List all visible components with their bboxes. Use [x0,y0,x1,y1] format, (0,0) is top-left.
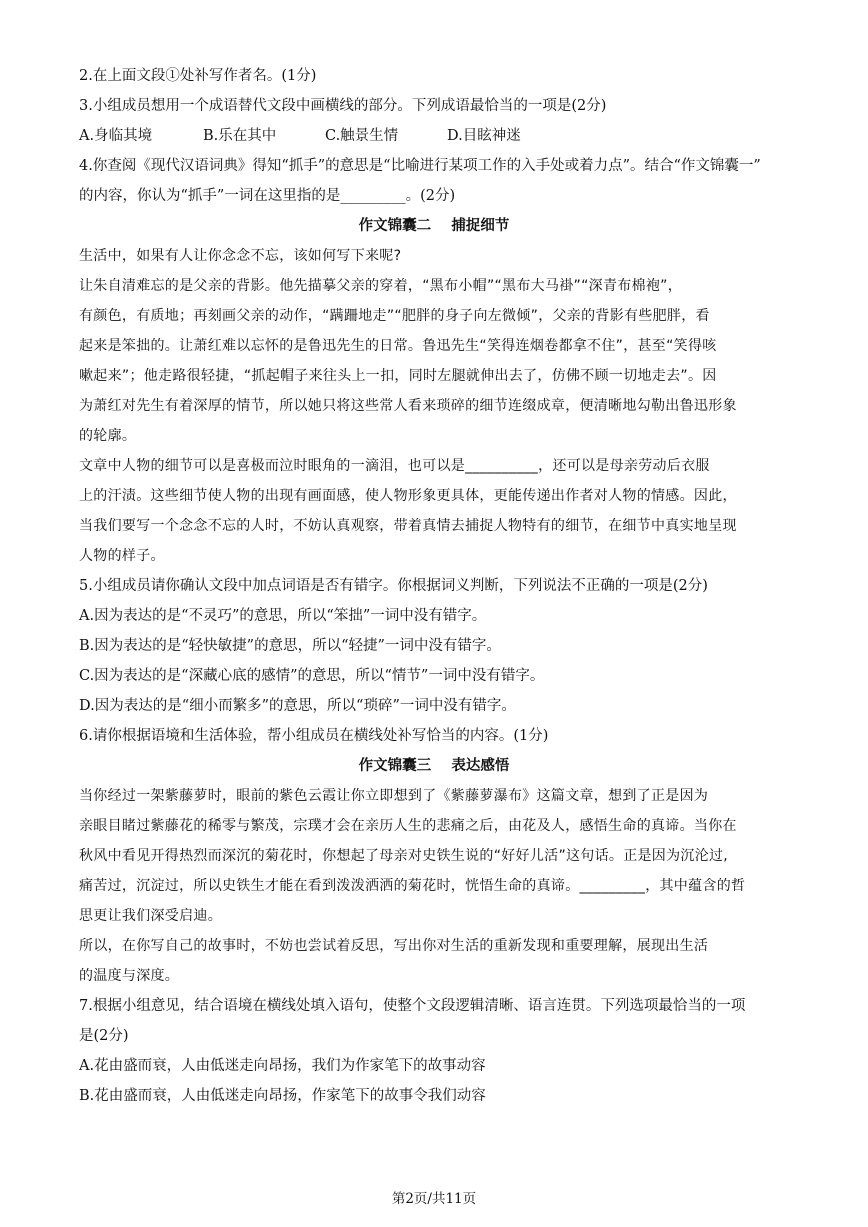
question-5-stem: 5.小组成员请你确认文段中加点词语是否有错字。你根据词义判断，下列说法不正确的一项是(2分) [79,578,708,594]
section3-paragraph-line: 当你经过一架紫藤萝时，眼前的紫色云霞让你立即想到了《紫藤萝瀑布》这篇文章，想到了正是因为 [79,788,709,804]
section3-paragraph-line: 的温度与深度。 [79,968,180,984]
page-footer: 第2页/共11页 [391,1191,477,1207]
q5-option-a: A.因为表达的是“不灵巧”的意思，所以“笨拙”一词中没有错字。 [79,608,487,624]
q5-option-b: B.因为表达的是“轻快敏捷”的意思，所以“轻捷”一词中没有错字。 [79,638,501,654]
question-6: 6.请你根据语境和生活体验，帮小组成员在横线处补写恰当的内容。(1分) [79,728,549,744]
section3-heading: 作文锦囊三 表达感悟 [358,758,510,774]
q7-option-b: B.花由盛而衰，人由低迷走向昂扬，作家笔下的故事令我们动容 [79,1088,486,1104]
q3-option-a: A.身临其境 [79,128,153,144]
section2-heading: 作文锦囊二 捕捉细节 [358,218,510,234]
question-7-line2: 是(2分) [79,1028,129,1044]
question-3-stem: 3.小组成员想用一个成语替代文段中画横线的部分。下列成语最恰当的一项是(2分) [79,98,607,114]
q3-option-b: B.乐在其中 [203,128,277,144]
question-7-line1: 7.根据小组意见，结合语境在横线处填入语句，使整个文段逻辑清晰、语言连贯。下列选项最恰当的一项 [79,998,746,1014]
q3-option-c: C.触景生情 [325,128,399,144]
section3-paragraph-line: 亲眼目睹过紫藤花的稀零与繁茂，宗璞才会在亲历人生的悲痛之后，由花及人，感悟生命的真谛。当你在 [79,818,737,834]
q3-option-d: D.目眩神迷 [447,128,521,144]
section3-paragraph-line: 思更让我们深受启迪。 [79,908,222,924]
question-3-options [79,126,559,146]
section2-paragraph-line: 当我们要写一个念念不忘的人时，不妨认真观察，带着真情去捕捉人物特有的细节，在细节中真实地呈现 [79,518,737,534]
question-2: 2.在上面文段①处补写作者名。(1分) [79,68,317,84]
section3-paragraph-line: 秋风中看见开得热烈而深沉的菊花时，你想起了母亲对史铁生说的“好好儿活”这句话。正是因为沉沦过, [79,848,729,864]
section2-paragraph-line: 文章中人物的细节可以是喜极而泣时眼角的一滴泪，也可以是__________，还可以是母亲劳动后衣服 [79,458,710,474]
section2-paragraph-line: 嗽起来”；他走路很轻捷，“抓起帽子来往头上一扣，同时左腿就伸出去了，仿佛不顾一切地走去”。因 [79,368,717,384]
section2-paragraph-line: 的轮廓。 [79,428,137,444]
q7-option-a: A.花由盛而衰，人由低迷走向昂扬，我们为作家笔下的故事动容 [79,1058,486,1074]
section2-paragraph-line: 有颜色，有质地；再刻画父亲的动作，“蹒跚地走”“肥胖的身子向左微倾”，父亲的背影有些肥胖，看 [79,308,710,324]
section2-paragraph-line: 为萧红对先生有着深厚的情节，所以她只将这些常人看来琐碎的细节连缀成章，便清晰地勾勒出鲁迅形象 [79,398,737,414]
q5-option-d: D.因为表达的是“细小而繁多”的意思，所以“琐碎”一词中没有错字。 [79,698,516,714]
section2-paragraph-line: 起来是笨拙的。让萧红难以忘怀的是鲁迅先生的日常。鲁迅先生“笑得连烟卷都拿不住”，甚至“笑得咳 [79,338,717,354]
section2-paragraph-line: 让朱自清难忘的是父亲的背影。他先描摹父亲的穿着，“黑布小帽”“黑布大马褂”“深青布棉袍”， [79,278,683,294]
section2-paragraph-line: 上的汗渍。这些细节使人物的出现有画面感，使人物形象更具体，更能传递出作者对人物的情感。因此， [79,488,737,504]
section3-paragraph-line: 痛苦过，沉淀过，所以史铁生才能在看到泼泼洒洒的菊花时，恍悟生命的真谛。_________，其中蕴含的哲 [79,878,746,894]
section3-paragraph-line: 所以，在你写自己的故事时，不妨也尝试着反思，写出你对生活的重新发现和重要理解，展现出生活 [79,938,709,954]
q5-option-c: C.因为表达的是“深藏心底的感情”的意思，所以“情节”一词中没有错字。 [79,668,545,684]
question-4-line1: 4.你查阅《现代汉语词典》得知“抓手”的意思是“比喻进行某项工作的入手处或着力点”。结合“作文锦囊一” [79,158,761,174]
question-4-line2: 的内容，你认为“抓手”一词在这里指的是_________。(2分) [79,188,456,204]
section2-paragraph-line: 生活中，如果有人让你念念不忘，该如何写下来呢? [79,248,402,264]
section2-paragraph-line: 人物的样子。 [79,548,165,564]
